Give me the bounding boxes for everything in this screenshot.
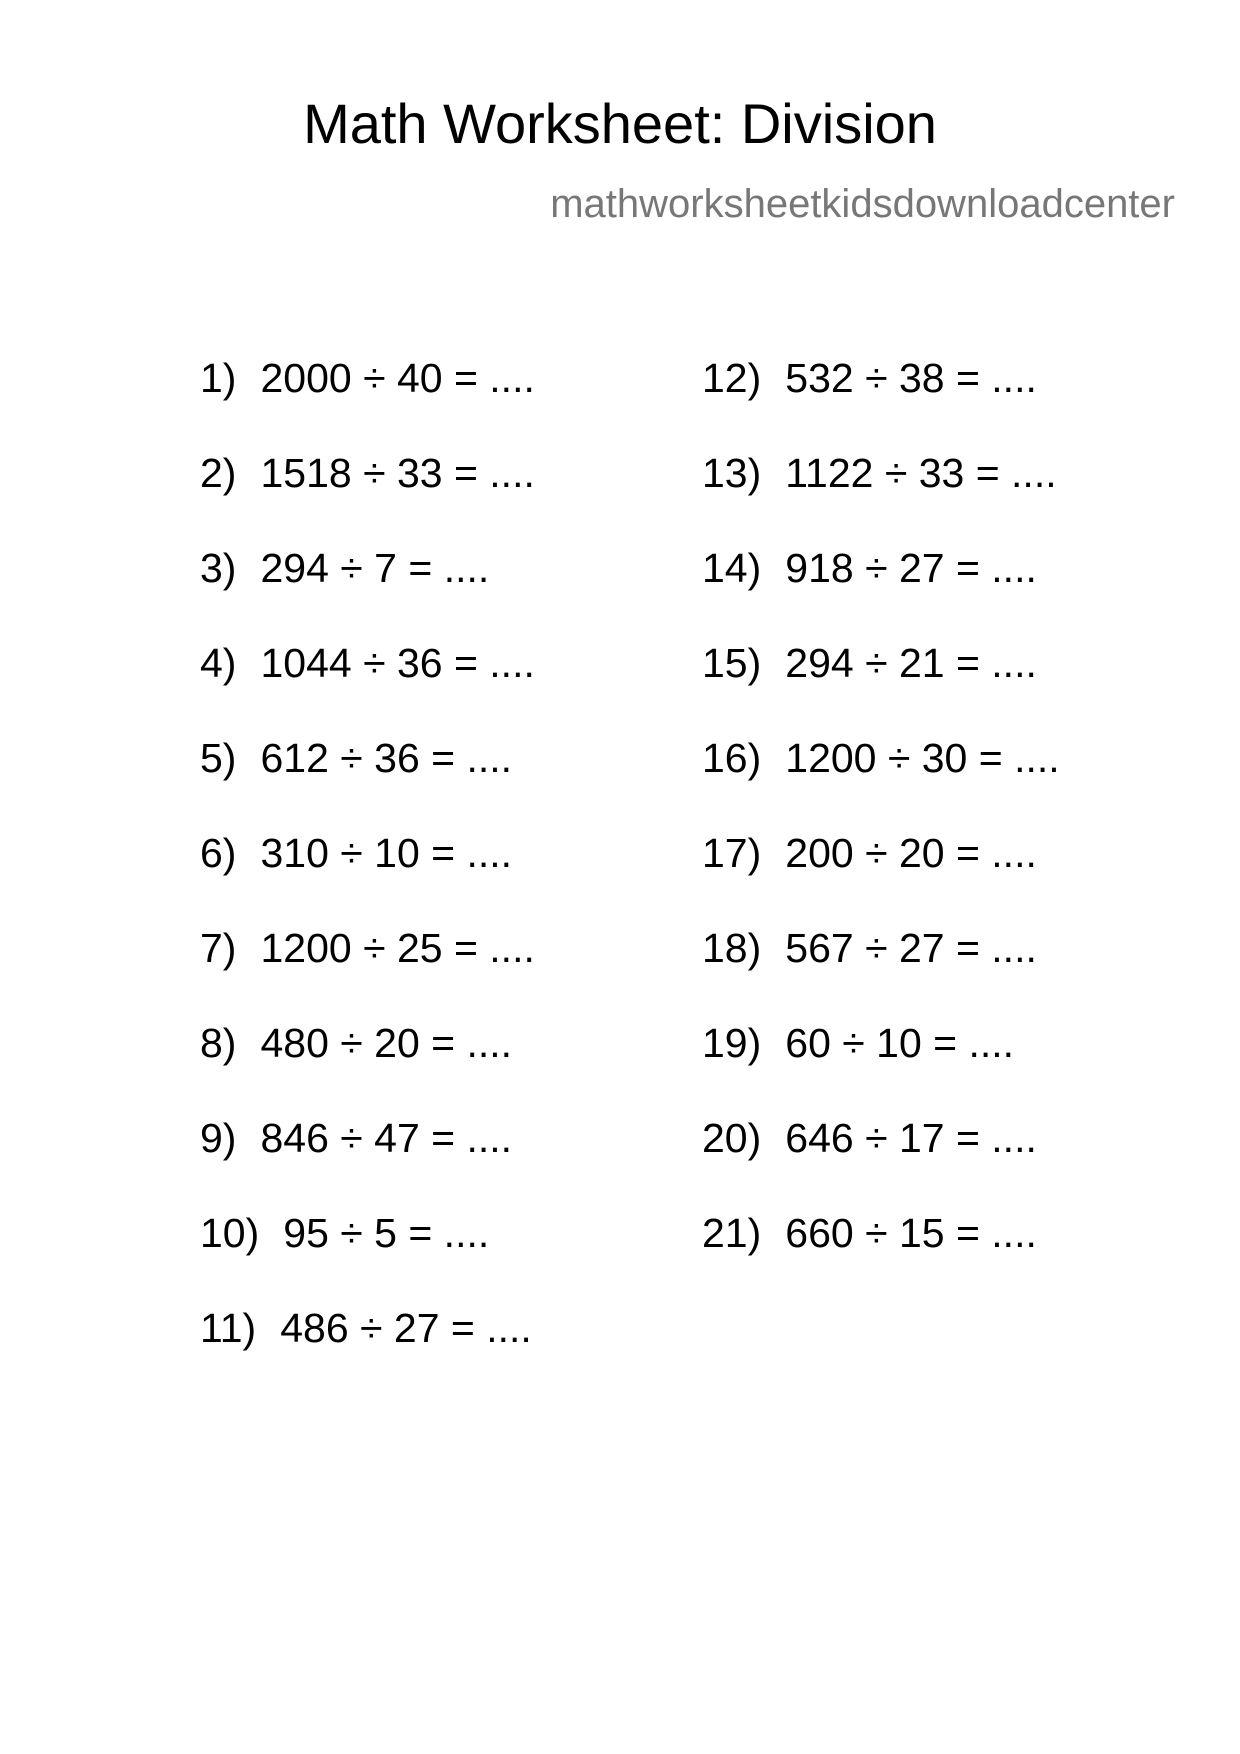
problem-number: 14) [702, 545, 762, 591]
problem-number: 12) [702, 355, 762, 401]
problem-number: 15) [702, 640, 762, 686]
problem-number: 20) [702, 1115, 762, 1161]
problem-item [702, 543, 1060, 638]
problem-item [200, 733, 535, 828]
problem-expression: 200 ÷ 20 = .... [785, 830, 1037, 876]
problem-expression: 310 ÷ 10 = .... [260, 830, 513, 876]
problem-expression: 660 ÷ 15 = .... [785, 1210, 1037, 1256]
problem-item [200, 353, 535, 448]
problem-item [702, 448, 1060, 543]
problem-number: 8) [200, 1020, 237, 1066]
problem-expression: 480 ÷ 20 = .... [260, 1020, 513, 1066]
problem-expression: 486 ÷ 27 = .... [280, 1305, 532, 1351]
problem-number: 9) [200, 1115, 237, 1161]
problem-item [200, 638, 535, 733]
problem-number: 3) [200, 545, 237, 591]
problem-number: 13) [702, 450, 762, 496]
problem-list-left [200, 353, 535, 1398]
page-title: Math Worksheet: Division [303, 92, 937, 155]
problem-item [702, 353, 1060, 448]
site-credit: mathworksheetkidsdownloadcenter [550, 182, 1175, 226]
problem-expression: 1044 ÷ 36 = .... [260, 640, 535, 686]
problem-expression: 846 ÷ 47 = .... [260, 1115, 513, 1161]
problem-expression: 1518 ÷ 33 = .... [260, 450, 535, 496]
problem-number: 18) [702, 925, 762, 971]
problem-item [702, 1018, 1060, 1113]
problem-item [200, 1113, 535, 1208]
problem-expression: 646 ÷ 17 = .... [785, 1115, 1037, 1161]
problem-number: 4) [200, 640, 237, 686]
problem-item [200, 1208, 535, 1303]
problem-expression: 1200 ÷ 30 = .... [785, 735, 1060, 781]
problem-number: 16) [702, 735, 762, 781]
problem-item [702, 828, 1060, 923]
problem-number: 5) [200, 735, 237, 781]
problem-item [702, 638, 1060, 733]
problem-expression: 60 ÷ 10 = .... [785, 1020, 1015, 1066]
problem-item [200, 923, 535, 1018]
problem-number: 2) [200, 450, 237, 496]
problem-number: 17) [702, 830, 762, 876]
problem-number: 11) [200, 1305, 257, 1351]
problem-expression: 95 ÷ 5 = .... [283, 1210, 490, 1256]
problem-expression: 612 ÷ 36 = .... [260, 735, 513, 781]
problem-expression: 294 ÷ 21 = .... [785, 640, 1037, 686]
problem-list-right [702, 353, 1060, 1303]
problem-item [200, 1018, 535, 1113]
problem-number: 19) [702, 1020, 762, 1066]
problem-number: 1) [200, 355, 237, 401]
problem-expression: 2000 ÷ 40 = .... [260, 355, 535, 401]
problem-number: 10) [200, 1210, 260, 1256]
problem-expression: 294 ÷ 7 = .... [260, 545, 490, 591]
problem-item [702, 923, 1060, 1018]
problem-item [702, 1208, 1060, 1303]
problem-expression: 567 ÷ 27 = .... [785, 925, 1037, 971]
problem-item [200, 1303, 535, 1398]
problem-expression: 532 ÷ 38 = .... [785, 355, 1037, 401]
problem-item [200, 543, 535, 638]
problem-item [702, 1113, 1060, 1208]
problem-expression: 1200 ÷ 25 = .... [260, 925, 535, 971]
problem-item [702, 733, 1060, 828]
problem-number: 21) [702, 1210, 762, 1256]
problem-number: 6) [200, 830, 237, 876]
problem-expression: 1122 ÷ 33 = .... [785, 450, 1057, 496]
problem-expression: 918 ÷ 27 = .... [785, 545, 1037, 591]
problem-item [200, 448, 535, 543]
problem-number: 7) [200, 925, 237, 971]
problem-item [200, 828, 535, 923]
